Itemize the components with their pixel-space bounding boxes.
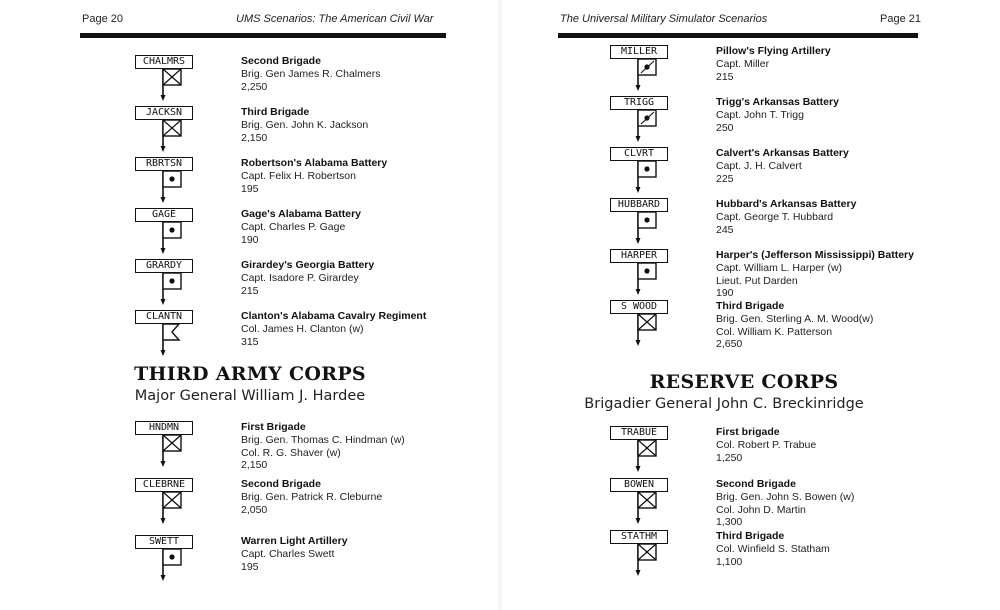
unit-strength: 215: [241, 284, 259, 297]
unit-title: Trigg's Arkansas Battery: [716, 96, 839, 108]
unit-counter: [610, 147, 670, 195]
unit-strength: 1,250: [716, 451, 743, 464]
unit-commander: Capt. Felix H. Robertson: [241, 170, 356, 182]
unit-commander: Brig. Gen. John S. Bowen (w): [716, 491, 855, 503]
unit-strength: 2,150: [241, 131, 268, 144]
unit-entry: [610, 300, 1000, 352]
unit-entry: [135, 535, 555, 587]
unit-strength: 195: [241, 560, 259, 573]
unit-code-label: HNDMN: [135, 421, 193, 435]
unit-details: [716, 426, 1000, 464]
unit-code-label: MILLER: [610, 45, 668, 59]
corps-commander: Major General William J. Hardee: [134, 388, 366, 404]
unit-strength: 2,650: [716, 338, 743, 350]
unit-entry: [135, 478, 555, 530]
unit-code-label: JACKSN: [135, 106, 193, 120]
unit-details: [716, 249, 1000, 300]
page-number: Page 20: [82, 13, 123, 25]
corps-title: RESERVE CORPS: [649, 371, 839, 393]
unit-details: [716, 96, 1000, 134]
running-head: The Universal Military Simulator Scenarios: [560, 13, 768, 25]
unit-title: Robertson's Alabama Battery: [241, 157, 388, 169]
unit-title: Pillow's Flying Artillery: [716, 45, 831, 57]
unit-entry: [610, 426, 1000, 478]
right-page: [500, 0, 1000, 610]
unit-counter: [135, 535, 195, 583]
unit-strength: 2,050: [241, 503, 268, 516]
header-rule: [558, 33, 918, 38]
unit-entry: [135, 106, 555, 158]
page-number: Page 21: [880, 13, 921, 25]
unit-entry: [135, 157, 555, 209]
unit-counter: [135, 157, 195, 205]
unit-commander: Col. William K. Patterson: [716, 325, 833, 338]
unit-counter: [610, 249, 670, 297]
unit-title: Second Brigade: [716, 478, 796, 490]
unit-strength: 1,300: [716, 516, 743, 528]
unit-strength: 245: [716, 223, 734, 236]
unit-commander: Col. John D. Martin: [716, 503, 806, 516]
unit-entry: [610, 249, 1000, 301]
unit-code-label: CLVRT: [610, 147, 668, 161]
unit-strength: 215: [716, 70, 734, 83]
unit-title: Hubbard's Arkansas Battery: [716, 198, 857, 210]
unit-title: First brigade: [716, 426, 780, 438]
unit-title: Second Brigade: [241, 478, 321, 490]
unit-counter: [135, 421, 195, 469]
unit-counter: [610, 198, 670, 246]
unit-commander: Col. James H. Clanton (w): [241, 323, 364, 335]
unit-strength: 2,150: [241, 459, 268, 471]
unit-entry: [610, 478, 1000, 530]
unit-code-label: CLEBRNE: [135, 478, 193, 492]
unit-commander: Brig. Gen James R. Chalmers: [241, 68, 381, 80]
unit-title: Third Brigade: [241, 106, 310, 118]
unit-title: First Brigade: [241, 421, 306, 433]
unit-entry: [610, 198, 1000, 250]
corps-title: THIRD ARMY CORPS: [134, 363, 366, 385]
unit-commander: Capt. Charles P. Gage: [241, 221, 346, 233]
unit-details: [716, 147, 1000, 185]
unit-code-label: STATHM: [610, 530, 668, 544]
unit-code-label: RBRTSN: [135, 157, 193, 171]
unit-strength: 190: [716, 287, 734, 299]
unit-counter: [135, 259, 195, 307]
unit-entry: [135, 310, 555, 362]
unit-commander: Capt. Isadore P. Girardey: [241, 272, 359, 284]
unit-commander: Capt. Charles Swett: [241, 548, 335, 560]
unit-code-label: HUBBARD: [610, 198, 668, 212]
unit-entry: [610, 96, 1000, 148]
unit-code-label: TRIGG: [610, 96, 668, 110]
unit-code-label: SWETT: [135, 535, 193, 549]
unit-strength: 225: [716, 172, 734, 185]
unit-title: Third Brigade: [716, 530, 785, 542]
unit-entry: [135, 208, 555, 260]
unit-commander: Col. Robert P. Trabue: [716, 439, 817, 451]
unit-title: Harper's (Jefferson Mississippi) Battery: [716, 249, 914, 261]
unit-counter: [610, 478, 670, 526]
unit-strength: 195: [241, 182, 259, 195]
unit-strength: 2,250: [241, 80, 268, 93]
unit-code-label: S WOOD: [610, 300, 668, 314]
unit-title: Warren Light Artillery: [241, 535, 348, 547]
unit-commander: Brig. Gen. Patrick R. Cleburne: [241, 491, 383, 503]
unit-code-label: HARPER: [610, 249, 668, 263]
unit-title: Calvert's Arkansas Battery: [716, 147, 849, 159]
unit-counter: [135, 208, 195, 256]
unit-counter: [610, 426, 670, 474]
unit-code-label: GAGE: [135, 208, 193, 222]
unit-counter: [610, 530, 670, 578]
unit-title: Third Brigade: [716, 300, 785, 312]
unit-counter: [610, 45, 670, 93]
unit-counter: [135, 310, 195, 358]
unit-commander: Brig. Gen. John K. Jackson: [241, 119, 369, 131]
unit-strength: 250: [716, 121, 734, 134]
unit-commander: Brig. Gen. Sterling A. M. Wood(w): [716, 313, 874, 325]
unit-title: Clanton's Alabama Cavalry Regiment: [241, 310, 427, 322]
unit-counter: [135, 55, 195, 103]
unit-title: Girardey's Georgia Battery: [241, 259, 375, 271]
unit-counter: [135, 478, 195, 526]
unit-commander: Col. Winfield S. Statham: [716, 543, 830, 555]
unit-strength: 315: [241, 335, 259, 348]
unit-code-label: CLANTN: [135, 310, 193, 324]
header-rule: [80, 33, 446, 38]
unit-strength: 1,100: [716, 555, 743, 568]
unit-commander: Col. R. G. Shaver (w): [241, 446, 341, 459]
unit-commander: Capt. George T. Hubbard: [716, 211, 834, 223]
unit-commander: Capt. William L. Harper (w): [716, 262, 843, 274]
unit-entry: [610, 45, 1000, 97]
unit-entry: [135, 421, 555, 473]
unit-counter: [135, 106, 195, 154]
unit-commander: Lieut. Put Darden: [716, 274, 798, 287]
unit-entry: [610, 147, 1000, 199]
unit-code-label: GRARDY: [135, 259, 193, 273]
unit-commander: Capt. John T. Trigg: [716, 109, 804, 121]
unit-counter: [610, 300, 670, 348]
unit-title: Gage's Alabama Battery: [241, 208, 361, 220]
unit-details: [716, 198, 1000, 236]
unit-details: [716, 478, 1000, 529]
unit-code-label: BOWEN: [610, 478, 668, 492]
unit-entry: [610, 530, 1000, 582]
unit-details: [716, 530, 1000, 568]
unit-strength: 190: [241, 233, 259, 246]
running-head: UMS Scenarios: The American Civil War: [236, 13, 434, 25]
unit-code-label: CHALMRS: [135, 55, 193, 69]
unit-counter: [610, 96, 670, 144]
unit-commander: Brig. Gen. Thomas C. Hindman (w): [241, 434, 405, 446]
unit-details: [716, 300, 1000, 351]
unit-commander: Capt. J. H. Calvert: [716, 160, 802, 172]
unit-code-label: TRABUE: [610, 426, 668, 440]
unit-entry: [135, 259, 555, 311]
corps-commander: Brigadier General John C. Breckinridge: [584, 396, 864, 412]
unit-details: [716, 45, 1000, 83]
unit-commander: Capt. Miller: [716, 58, 770, 70]
unit-title: Second Brigade: [241, 55, 321, 67]
unit-entry: [135, 55, 555, 107]
